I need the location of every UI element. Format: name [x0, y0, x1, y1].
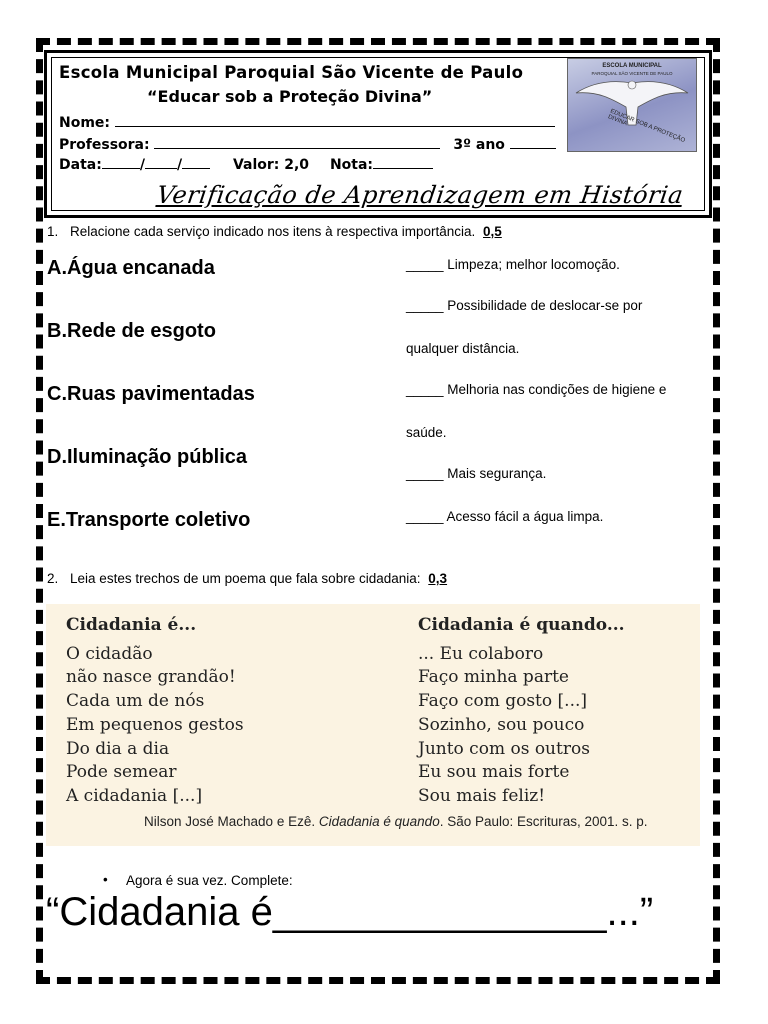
- title-wrap: [155, 181, 686, 209]
- score-field[interactable]: [373, 155, 433, 169]
- instruction-text: Agora é sua vez. Complete:: [126, 873, 293, 888]
- question-1: [47, 224, 502, 239]
- credit-authors: Nilson José Machado e Ezê.: [144, 814, 319, 829]
- poem-line: A cidadania [...]: [66, 785, 203, 806]
- q1-number: 1.: [47, 224, 59, 239]
- credit-work: Cidadania é quando: [318, 814, 440, 829]
- date-label: Data:: [59, 157, 102, 173]
- teacher-label: Professora:: [59, 137, 150, 153]
- poem-left-heading: Cidadania é...: [66, 615, 197, 635]
- poem-line: Faço com gosto [...]: [418, 691, 588, 712]
- school-name: Escola Municipal Paroquial São Vicente de Paulo: [59, 63, 524, 82]
- poem-line: Em pequenos gestos: [66, 714, 244, 735]
- grade-score-label: Nota:: [329, 157, 374, 173]
- option-1[interactable]: _____ Limpeza; melhor locomoção.: [406, 257, 620, 272]
- page-title: Verificação de Aprendizagem em História: [155, 181, 686, 209]
- option-2[interactable]: _____ Possibilidade de deslocar-se por: [406, 298, 643, 313]
- name-label: Nome:: [59, 115, 111, 131]
- logo-text: ESCOLA MUNICIPAL: [602, 63, 662, 69]
- option-3-cont: saúde.: [406, 425, 447, 440]
- poem-line: O cidadão: [66, 643, 153, 664]
- poem-line: Junto com os outros: [418, 738, 590, 759]
- poem-line: Cada um de nós: [66, 691, 205, 712]
- teacher-line: [59, 135, 556, 153]
- item-e: E.Transporte coletivo: [47, 509, 251, 531]
- q1-text: Relacione cada serviço indicado nos itens à respectiva importância.: [70, 224, 476, 239]
- header-box: [44, 50, 712, 218]
- poem-credit: [144, 814, 648, 829]
- logo-ribbon-text: EDUCAR SOB A PROTEÇÃO DIVINA: [607, 108, 686, 145]
- name-line: [59, 113, 555, 131]
- grade-label: 3º ano: [453, 137, 505, 153]
- poem-line: ... Eu colaboro: [418, 643, 544, 664]
- option-2-cont: qualquer distância.: [406, 341, 520, 356]
- name-field[interactable]: [115, 113, 555, 127]
- poem-line: não nasce grandão!: [66, 667, 236, 688]
- school-motto: “Educar sob a Proteção Divina”: [147, 87, 433, 106]
- option-3[interactable]: _____ Melhoria nas condições de higiene e: [406, 382, 667, 397]
- q2-score: 0,3: [428, 571, 448, 586]
- grade-field[interactable]: [510, 135, 556, 149]
- poem-line: Faço minha parte: [418, 667, 569, 688]
- poem-line: Pode semear: [66, 762, 177, 783]
- q2-number: 2.: [47, 571, 59, 586]
- option-5[interactable]: _____ Acesso fácil a água limpa.: [406, 509, 604, 524]
- poem-left: [66, 614, 244, 809]
- q2-text: Leia estes trechos de um poema que fala sobre cidadania:: [70, 571, 421, 586]
- teacher-field[interactable]: [154, 135, 440, 149]
- school-logo: [567, 58, 697, 152]
- logo-subtext: PAROQUIAL SÃO VICENTE DE PAULO: [591, 71, 673, 76]
- complete-prompt[interactable]: “Cidadania é_______________...”: [46, 890, 654, 934]
- bullet-icon: •: [103, 872, 108, 887]
- item-d: D.Iluminação pública: [47, 446, 248, 468]
- value-label: Valor: 2,0: [232, 157, 310, 173]
- date-month-field[interactable]: [145, 155, 177, 169]
- q1-score: 0,5: [483, 224, 502, 239]
- date-day-field[interactable]: [102, 155, 140, 169]
- credit-publisher: . São Paulo: Escrituras, 2001. s. p.: [439, 814, 648, 829]
- poem-right: [418, 614, 625, 809]
- date-line: Data: / / Valor: 2,0 Nota:: [59, 155, 433, 173]
- poem-right-heading: Cidadania é quando...: [418, 615, 625, 635]
- item-c: C.Ruas pavimentadas: [47, 383, 255, 405]
- poem-line: Sozinho, sou pouco: [418, 714, 585, 735]
- question-2: [47, 571, 447, 586]
- option-4[interactable]: _____ Mais segurança.: [406, 466, 547, 481]
- poem-line: Sou mais feliz!: [418, 785, 546, 806]
- poem-line: Eu sou mais forte: [418, 762, 570, 783]
- date-year-field[interactable]: [182, 155, 210, 169]
- item-b: B.Rede de esgoto: [47, 320, 216, 342]
- instruction-bullet: [103, 872, 293, 888]
- poem-line: Do dia a dia: [66, 738, 170, 759]
- item-a: A.Água encanada: [47, 257, 215, 279]
